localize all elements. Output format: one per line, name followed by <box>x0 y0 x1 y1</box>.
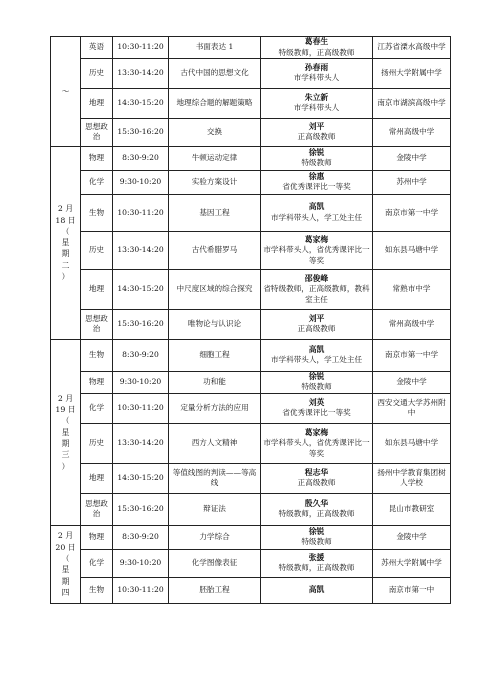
date-line: 星 <box>61 427 70 437</box>
date-cell <box>51 37 81 147</box>
table-row <box>51 371 451 393</box>
time-cell: 10:30-11:20 <box>113 37 169 59</box>
teacher-cell <box>261 37 373 59</box>
time-cell: 10:30-11:20 <box>113 577 169 603</box>
school-cell: 南京市第一中学 <box>373 194 451 231</box>
topic-cell: 胚胎工程 <box>169 577 261 603</box>
teacher-name: 高凯 <box>308 344 325 354</box>
table-row <box>51 170 451 194</box>
topic-cell: 古代希腊罗马 <box>169 231 261 269</box>
date-line: 2 月 <box>57 204 74 214</box>
teacher-title: 市学科带头人，省优秀课评比一等奖 <box>263 245 370 265</box>
date-line: 20 日 <box>55 542 76 552</box>
teacher-name: 高凯 <box>308 585 325 594</box>
topic-cell: 牛顿运动定律 <box>169 146 261 170</box>
teacher-name: 徐锐 <box>308 371 325 381</box>
topic-cell: 化学图像表征 <box>169 549 261 577</box>
subject-cell: 物理 <box>81 146 113 170</box>
date-line: 期 <box>61 438 70 448</box>
teacher-title: 省优秀课评比一等奖 <box>282 182 351 192</box>
school-cell: 扬州大学附属中学 <box>373 58 451 88</box>
time-cell: 13:30-14:20 <box>113 231 169 269</box>
time-cell: 15:30-16:20 <box>113 118 169 146</box>
teacher-name: 葛家梅 <box>304 234 329 244</box>
topic-cell: 实验方案设计 <box>169 170 261 194</box>
table-row <box>51 393 451 423</box>
subject-cell: 生物 <box>81 194 113 231</box>
teacher-name: 高凯 <box>308 202 325 212</box>
teacher-name: 刘平 <box>308 121 325 131</box>
school-cell: 常熟市中学 <box>373 269 451 309</box>
teacher-cell <box>261 525 373 549</box>
teacher-title: 特级教师 <box>301 158 332 168</box>
date-line: ） <box>61 461 70 471</box>
table-row <box>51 146 451 170</box>
topic-cell: 中尺度区域的综合探究 <box>169 269 261 309</box>
teacher-name: 程志华 <box>304 467 329 477</box>
subject-cell: 思想政治 <box>81 118 113 146</box>
date-cell <box>51 339 81 525</box>
teacher-cell <box>261 423 373 463</box>
teacher-name: 徐锐 <box>308 147 325 157</box>
teacher-cell <box>261 339 373 371</box>
time-cell: 14:30-15:20 <box>113 88 169 118</box>
topic-cell: 交换 <box>169 118 261 146</box>
time-cell: 8:30-9:20 <box>113 339 169 371</box>
subject-cell: 地理 <box>81 88 113 118</box>
topic-cell: 力学综合 <box>169 525 261 549</box>
topic-cell: 书面表达 1 <box>169 37 261 59</box>
date-line: （ <box>61 553 70 563</box>
teacher-name: 朱立新 <box>304 92 329 102</box>
time-cell: 14:30-15:20 <box>113 463 169 493</box>
date-line: 二 <box>61 260 70 270</box>
date-line: 三 <box>61 450 70 460</box>
teacher-name: 孙春雨 <box>304 62 329 72</box>
teacher-title: 正高级教师 <box>297 324 336 334</box>
time-cell: 9:30-10:20 <box>113 170 169 194</box>
time-cell: 13:30-14:20 <box>113 58 169 88</box>
school-cell: 南京市第一中学 <box>373 339 451 371</box>
teacher-title: 特级教师 <box>301 382 332 392</box>
time-cell: 8:30-9:20 <box>113 525 169 549</box>
school-cell: 西安交通大学苏州附中 <box>373 393 451 423</box>
school-cell: 苏州中学 <box>373 170 451 194</box>
subject-cell: 历史 <box>81 58 113 88</box>
subject-cell: 地理 <box>81 463 113 493</box>
teacher-cell <box>261 88 373 118</box>
date-line: 四 <box>61 587 70 597</box>
date-line: 2 月 <box>57 393 74 403</box>
topic-cell: 定量分析方法的应用 <box>169 393 261 423</box>
teacher-title: 特级教师 <box>301 537 332 547</box>
teacher-name: 刘英 <box>308 397 325 407</box>
school-cell: 江苏省溧水高级中学 <box>373 37 451 59</box>
time-cell: 15:30-16:20 <box>113 493 169 525</box>
teacher-name: 葛家梅 <box>304 427 329 437</box>
table-row <box>51 269 451 309</box>
table-row <box>51 118 451 146</box>
teacher-title: 省优秀课评比一等奖 <box>282 408 351 418</box>
subject-cell: 化学 <box>81 170 113 194</box>
school-cell: 昆山市教研室 <box>373 493 451 525</box>
date-line: 2 月 <box>57 531 74 541</box>
table-row <box>51 423 451 463</box>
time-cell: 9:30-10:20 <box>113 549 169 577</box>
date-cell <box>51 525 81 603</box>
teacher-cell <box>261 269 373 309</box>
table-row <box>51 58 451 88</box>
teacher-name: 张援 <box>308 552 325 562</box>
subject-cell: 思想政治 <box>81 493 113 525</box>
time-cell: 13:30-14:20 <box>113 423 169 463</box>
subject-cell: 化学 <box>81 393 113 423</box>
school-cell: 金陵中学 <box>373 146 451 170</box>
teacher-name: 刘平 <box>308 313 325 323</box>
teacher-cell <box>261 231 373 269</box>
time-cell: 15:30-16:20 <box>113 309 169 339</box>
subject-cell: 物理 <box>81 525 113 549</box>
teacher-name: 徐锐 <box>308 526 325 536</box>
table-row <box>51 88 451 118</box>
school-cell: 南京市第一中 <box>373 577 451 603</box>
table-row <box>51 463 451 493</box>
topic-cell: 细胞工程 <box>169 339 261 371</box>
teacher-title: 特级教师，正高级教师 <box>278 47 355 57</box>
teacher-cell <box>261 58 373 88</box>
topic-cell: 古代中国的思想文化 <box>169 58 261 88</box>
date-line: 18 日 <box>55 215 76 225</box>
time-cell: 10:30-11:20 <box>113 194 169 231</box>
time-cell: 10:30-11:20 <box>113 393 169 423</box>
school-cell: 南京市湖滨高级中学 <box>373 88 451 118</box>
date-line: 19 日 <box>55 405 76 415</box>
teacher-title: 省特级教师，正高级教师，教科室主任 <box>263 284 370 304</box>
teacher-cell <box>261 118 373 146</box>
teacher-title: 市学科带头人 <box>293 103 340 113</box>
teacher-title: 市学科带头人，学工处主任 <box>270 212 363 222</box>
teacher-title: 特级教师，正高级教师 <box>278 563 355 573</box>
school-cell: 常州高级中学 <box>373 118 451 146</box>
school-cell: 扬州中学教育集团树人学校 <box>373 463 451 493</box>
teacher-cell <box>261 549 373 577</box>
teacher-title: 市学科带头人，学工处主任 <box>270 355 363 365</box>
teacher-title: 特级教师，正高级教师 <box>278 509 355 519</box>
teacher-cell <box>261 393 373 423</box>
teacher-name: 邵俊峰 <box>304 273 329 283</box>
table-row <box>51 37 451 59</box>
teacher-title: 正高级教师 <box>297 132 336 142</box>
date-line: ） <box>61 272 70 281</box>
table-row <box>51 525 451 549</box>
date-line: ～ <box>61 86 70 96</box>
teacher-cell <box>261 577 373 603</box>
table-row <box>51 231 451 269</box>
subject-cell: 生物 <box>81 577 113 603</box>
teacher-cell <box>261 170 373 194</box>
subject-cell: 思想政治 <box>81 309 113 339</box>
topic-cell: 等值线图的判读——等高线 <box>169 463 261 493</box>
topic-cell: 唯物论与认识论 <box>169 309 261 339</box>
subject-cell: 地理 <box>81 269 113 309</box>
teacher-cell <box>261 493 373 525</box>
time-cell: 14:30-15:20 <box>113 269 169 309</box>
table-row <box>51 549 451 577</box>
table-row <box>51 577 451 603</box>
teacher-cell <box>261 463 373 493</box>
date-line: （ <box>61 226 70 236</box>
date-line: 星 <box>61 565 70 575</box>
teacher-cell <box>261 371 373 393</box>
date-line: （ <box>61 416 70 426</box>
teacher-title: 市学科带头人，省优秀课评比一等奖 <box>263 438 370 458</box>
teacher-cell <box>261 309 373 339</box>
table-row <box>51 339 451 371</box>
school-cell: 常州高级中学 <box>373 309 451 339</box>
teacher-title: 市学科带头人 <box>293 73 340 83</box>
table-row <box>51 194 451 231</box>
time-cell: 9:30-10:20 <box>113 371 169 393</box>
subject-cell: 历史 <box>81 231 113 269</box>
time-cell: 8:30-9:20 <box>113 146 169 170</box>
teacher-cell <box>261 146 373 170</box>
school-cell: 如东县马塘中学 <box>373 231 451 269</box>
topic-cell: 辩证法 <box>169 493 261 525</box>
date-line: 期 <box>61 249 70 259</box>
subject-cell: 生物 <box>81 339 113 371</box>
subject-cell: 历史 <box>81 423 113 463</box>
topic-cell: 基因工程 <box>169 194 261 231</box>
teacher-name: 殷久华 <box>304 498 329 508</box>
school-cell: 苏州大学附属中学 <box>373 549 451 577</box>
teacher-name: 葛春生 <box>304 37 329 46</box>
lecture-schedule-table <box>50 36 451 604</box>
teacher-cell <box>261 194 373 231</box>
topic-cell: 地理综合题的解题策略 <box>169 88 261 118</box>
topic-cell: 功和能 <box>169 371 261 393</box>
school-cell: 金陵中学 <box>373 525 451 549</box>
date-line: 星 <box>61 238 70 248</box>
subject-cell: 物理 <box>81 371 113 393</box>
school-cell: 如东县马塘中学 <box>373 423 451 463</box>
date-cell <box>51 146 81 339</box>
teacher-title: 正高级教师 <box>297 478 336 488</box>
table-row <box>51 493 451 525</box>
table-row <box>51 309 451 339</box>
school-cell: 金陵中学 <box>373 371 451 393</box>
subject-cell: 化学 <box>81 549 113 577</box>
teacher-name: 徐惠 <box>308 171 325 181</box>
topic-cell: 西方人文精神 <box>169 423 261 463</box>
date-line: 期 <box>61 576 70 586</box>
subject-cell: 英语 <box>81 37 113 59</box>
